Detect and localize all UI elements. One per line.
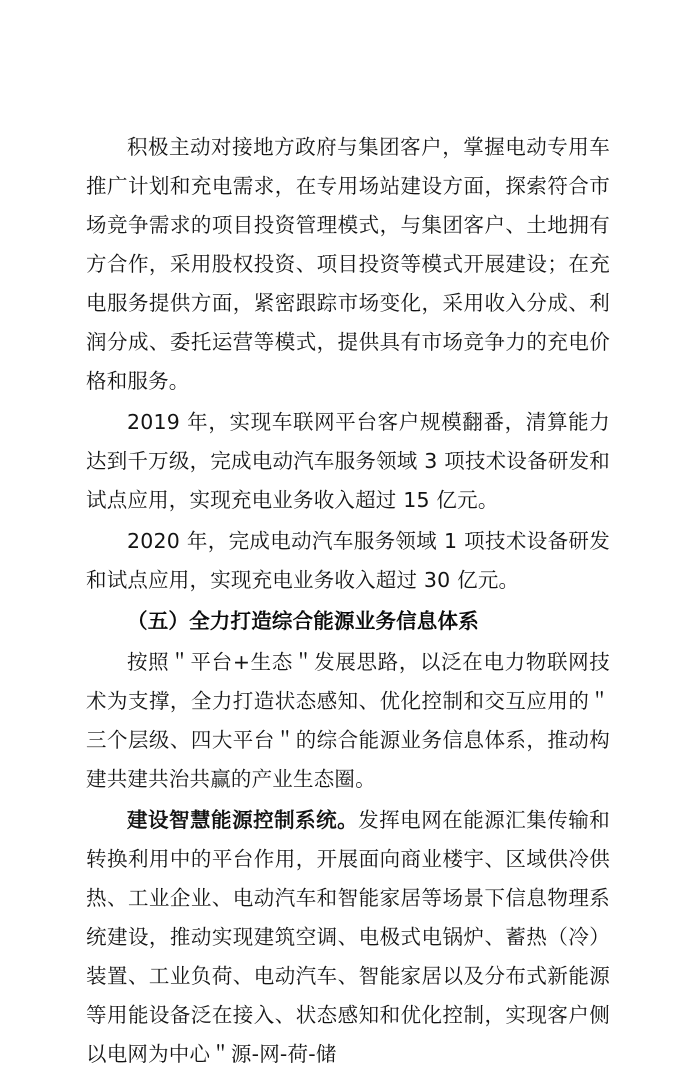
paragraph-5-lead: 建设智慧能源控制系统。 xyxy=(127,808,359,832)
section-heading-five: （五）全力打造综合能源业务信息体系 xyxy=(127,609,479,633)
paragraph-3: 2020 年，完成电动汽车服务领域 1 项技术设备研发和试点应用，实现充电业务收入超过 30 亿元。 xyxy=(86,529,610,592)
paragraph-5 xyxy=(86,801,610,1074)
paragraph-1: 积极主动对接地方政府与集团客户，掌握电动专用车推广计划和充电需求，在专用场站建设方面，探索符合市场竞争需求的项目投资管理模式，与集团客户、土地拥有方合作，采用股权投资、项目投资等模式开展建设；在充电服务提供方面，紧密跟踪市场变化，采用收入分成、利润分成、委托运营等模式，提供具有市场竞争力的充电价格和服务。 xyxy=(86,135,610,393)
paragraph-2: 2019 年，实现车联网平台客户规模翻番，清算能力达到千万级，完成电动汽车服务领域 3 项技术设备研发和试点应用，实现充电业务收入超过 15 亿元。 xyxy=(86,410,610,512)
paragraph-4: 按照＂平台+生态＂发展思路，以泛在电力物联网技术为支撑，全力打造状态感知、优化控制和交互应用的＂三个层级、四大平台＂的综合能源业务信息体系，推动构建共建共治共赢的产业生态圈。 xyxy=(86,650,610,791)
document-body xyxy=(86,128,610,1074)
paragraph-5-text: 发挥电网在能源汇集传输和转换利用中的平台作用，开展面向商业楼宇、区域供冷供热、工业企业、电动汽车和智能家居等场景下信息物理系统建设，推动实现建筑空调、电极式电锅炉、蓄热（冷）装置、工业负荷、电动汽车、智能家居以及分布式新能源等用能设备泛在接入、状态感知和优化控制，实现客户侧以电网为中心＂源-网-荷-储 xyxy=(86,808,611,1066)
